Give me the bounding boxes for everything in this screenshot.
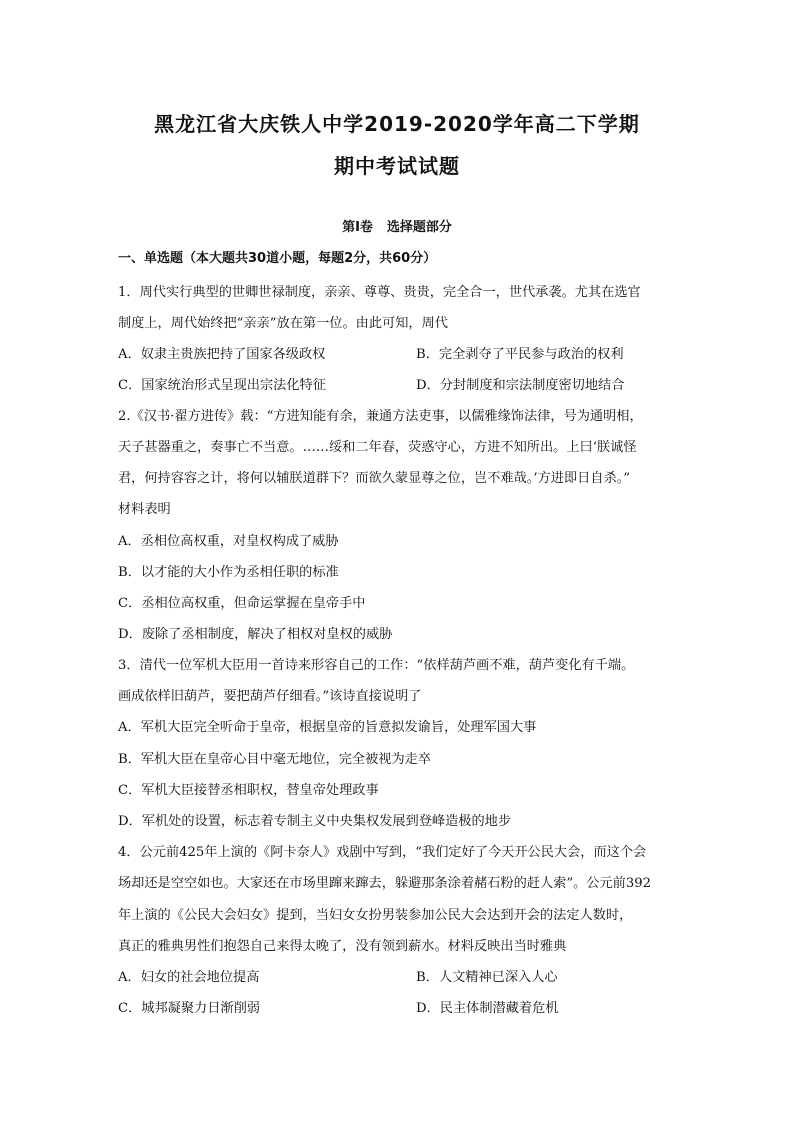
q4-option-b: B．人文精神已深入人心 xyxy=(416,970,558,985)
q1-option-c: C．国家统治形式呈现出宗法化特征 xyxy=(118,378,326,393)
q3-stem-line: 3．清代一位军机大臣用一首诗来形容自己的工作：“依样葫芦画不难，葫芦变化有千端。 xyxy=(118,658,635,673)
q4-stem-line: 年上演的《公民大会妇女》提到，当妇女女扮男装参加公民大会达到开会的法定人数时， xyxy=(118,908,633,923)
q2-stem-line: 天子甚器重之，奏事亡不当意。……绥和二年春，荧惑守心，方进不知所出。上曰‘朕诚怪 xyxy=(118,440,637,455)
q1-option-b: B．完全剥夺了平民参与政治的权利 xyxy=(416,347,624,362)
q1-stem-line: 制度上，周代始终把“亲亲”放在第一位。由此可知，周代 xyxy=(118,316,448,331)
q2-stem-line: 材料表明 xyxy=(118,502,171,517)
exam-title-line1: 黑龙江省大庆铁人中学2019-2020学年高二下学期 xyxy=(154,112,640,136)
question-group-heading: 一、单选题（本大题共30道小题，每题2分，共60分） xyxy=(118,251,437,266)
q2-stem-line: 君，何持容容之计，将何以辅朕道群下？而欲久蒙显尊之位，岂不难哉。’方进即日自杀。” xyxy=(118,471,631,486)
q3-stem-line: 画成依样旧葫芦，要把葫芦仔细看。”该诗直接说明了 xyxy=(118,689,422,704)
q2-option-a: A．丞相位高权重，对皇权构成了威胁 xyxy=(118,534,339,549)
q1-option-a: A．奴隶主贵族把持了国家各级政权 xyxy=(118,347,326,362)
q4-option-c: C．城邦凝聚力日渐削弱 xyxy=(118,1001,260,1016)
section-title xyxy=(0,216,794,235)
q4-stem-line: 真正的雅典男性们抱怨自己来得太晚了，没有领到薪水。材料反映出当时雅典 xyxy=(118,939,567,954)
q2-option-b: B．以才能的大小作为丞相任职的标准 xyxy=(118,565,339,580)
q3-option-d: D．军机处的设置，标志着专制主义中央集权发展到登峰造极的地步 xyxy=(118,814,512,829)
q1-option-d: D．分封制度和宗法制度密切地结合 xyxy=(416,378,625,393)
q2-option-d: D．废除了丞相制度，解决了相权对皇权的威胁 xyxy=(118,627,393,642)
q3-option-c: C．军机大臣接替丞相职权，替皇帝处理政事 xyxy=(118,783,379,798)
q1-stem-line: 1．周代实行典型的世卿世禄制度，亲亲、尊尊、贵贵，完全合一，世代承袭。尤其在选官 xyxy=(118,285,641,300)
section-name: 选择题部分 xyxy=(386,220,452,235)
q4-option-d: D．民主体制潜藏着危机 xyxy=(416,1001,559,1016)
q4-option-a: A．妇女的社会地位提高 xyxy=(118,970,260,985)
exam-title-line2: 期中考试试题 xyxy=(334,154,460,178)
q4-stem-line: 场却还是空空如也。大家还在市场里蹿来蹿去，躲避那条涂着赭石粉的赶人索”。公元前392 xyxy=(118,876,652,891)
q2-stem-line: 2.《汉书·翟方进传》载：“方进知能有余，兼通方法吏事，以儒雅缘饰法律，号为通明相， xyxy=(118,409,643,424)
q3-option-a: A．军机大臣完全听命于皇帝，根据皇帝的旨意拟发谕旨，处理军国大事 xyxy=(118,720,537,735)
q4-stem-line: 4．公元前425年上演的《阿卡奈人》戏剧中写到，“我们定好了今天开公民大会，而这个会 xyxy=(118,845,647,860)
q3-option-b: B．军机大臣在皇帝心目中毫无地位，完全被视为走卒 xyxy=(118,752,432,767)
section-part: 第Ⅰ卷 xyxy=(342,220,373,235)
q2-option-c: C．丞相位高权重，但命运掌握在皇帝手中 xyxy=(118,596,366,611)
